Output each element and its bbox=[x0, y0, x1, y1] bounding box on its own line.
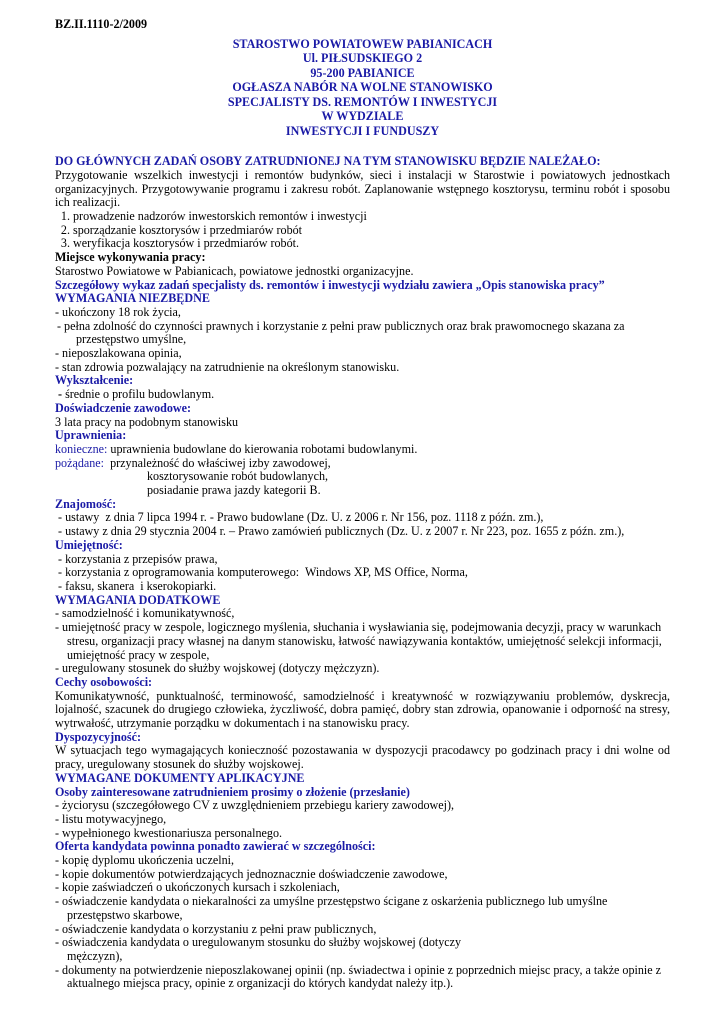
document-page bbox=[55, 18, 670, 991]
education-label: Wykształcenie: bbox=[55, 373, 134, 388]
personality-label: Cechy osobowości: bbox=[55, 674, 153, 689]
workplace-label: Miejsce wykonywania pracy: bbox=[55, 250, 206, 265]
desired-label: pożądane: bbox=[55, 455, 111, 470]
list-item: - oświadczenie kandydata o niekaralności za umyślne przestępstwo ścigane z oskarżenia publicznego lub umyślne przestępstwo skarbowe, bbox=[55, 894, 608, 922]
list-item: - nieposzlakowana opinia, bbox=[55, 346, 182, 361]
education-value: średnie o profilu budowlanym. bbox=[65, 387, 215, 402]
workplace-text: Starostwo Powiatowe w Pabianicach, powiatowe jednostki organizacyjne. bbox=[55, 263, 414, 278]
list-item: - dokumenty na potwierdzenie nieposzlakowanej opinii (np. świadectwa i opinie z poprzednich miejsc pracy, a także opinie z aktualnego miejsca pracy, opinie z organizacji do których kandydat należy itp.). bbox=[55, 962, 662, 991]
list-item: - umiejętność pracy w zespole, logicznego myślenia, słuchania i wysławiania się, podejmowania decyzji, pracy w warunkach stresu, organizacji pracy własnej na danym stanowisku, łatwość nawiązywania kontaktów, umiejętność selekcji informacji, umiejętność pracy w zespole, bbox=[55, 620, 662, 662]
required-label: konieczne: bbox=[55, 441, 111, 456]
header-line: Ul. PIŁSUDSKIEGO 2 bbox=[302, 51, 423, 66]
header-line: SPECJALISTY DS. REMONTÓW I INWESTYCJI bbox=[227, 94, 498, 109]
list-item: - oświadczenie kandydata o korzystaniu z pełni praw publicznych, bbox=[55, 921, 377, 936]
required-value: uprawnienia budowlane do kierowania robotami budowlanymi. bbox=[110, 441, 418, 456]
education-text bbox=[55, 388, 670, 402]
duties-intro: Przygotowanie wszelkich inwestycji i remontów budynków, sieci i instalacji w Starostwie i powiatowych jednostkach organizacyjnych. Przygotowywanie programu i zakresu robót. Zaplanowanie wstępnego kosztorysu, terminu robót i sposobu ich realizacji. bbox=[55, 167, 670, 210]
list-item: - ukończony 18 rok życia, bbox=[55, 304, 181, 319]
list-item: - samodzielność i komunikatywność, bbox=[55, 606, 235, 621]
header-line: STAROSTWO POWIATOWEW PABIANICACH bbox=[232, 36, 493, 51]
dash: - bbox=[55, 387, 66, 402]
additional-requirements-heading: WYMAGANIA DODATKOWE bbox=[55, 592, 221, 607]
list-item: - korzystania z przepisów prawa, bbox=[55, 551, 218, 566]
availability-text: W sytuacjach tego wymagających konieczność pozostawania w dyspozycji pracodawcy po godzinach pracy i dni wolne od pracy, uregulowany stosunek do służby wojskowej. bbox=[55, 743, 670, 772]
list-item: - kopię dyplomu ukończenia uczelni, bbox=[55, 853, 234, 868]
list-item: - faksu, skanera i kserokopiarki. bbox=[55, 579, 217, 593]
permissions-required bbox=[55, 443, 670, 457]
reference-number: BZ.II.1110-2/2009 bbox=[55, 17, 148, 31]
list-item: 3. weryfikacja kosztorysów i przedmiarów robót. bbox=[73, 237, 670, 251]
office-header bbox=[55, 37, 670, 139]
skills-label: Umiejętność: bbox=[55, 537, 123, 552]
desired-value: kosztorysowanie robót budowlanych, bbox=[147, 469, 329, 484]
main-duties-heading: DO GŁÓWNYCH ZADAŃ OSOBY ZATRUDNIONEJ NA TYM STANOWISKU BĘDZIE NALEŻAŁO: bbox=[55, 154, 601, 169]
list-item: - wypełnionego kwestionariusza personalnego. bbox=[55, 825, 283, 840]
list-item: - stan zdrowia pozwalający na zatrudnienie na określonym stanowisku. bbox=[55, 359, 400, 374]
list-item: - kopie zaświadczeń o ukończonych kursach i szkoleniach, bbox=[55, 880, 340, 895]
list-item: 2. sporządzanie kosztorysów i przedmiarów robót bbox=[73, 224, 670, 238]
header-line: INWESTYCJI I FUNDUSZY bbox=[285, 123, 440, 138]
availability-label: Dyspozycyjność: bbox=[55, 729, 141, 744]
desired-value: przynależność do właściwej izby zawodowej, bbox=[110, 455, 331, 470]
header-line: W WYDZIALE bbox=[321, 109, 404, 124]
header-line: 95-200 PABIANICE bbox=[310, 65, 415, 80]
header-line: OGŁASZA NABÓR NA WOLNE STANOWISKO bbox=[232, 80, 493, 95]
knowledge-label: Znajomość: bbox=[55, 496, 117, 511]
list-item: - ustawy z dnia 7 lipca 1994 r. - Prawo budowlane (Dz. U. z 2006 r. Nr 156, poz. 1118 z późn. zm.), bbox=[55, 510, 544, 525]
list-item: 1. prowadzenie nadzorów inwestorskich remontów i inwestycji bbox=[73, 210, 670, 224]
personality-text: Komunikatywność, punktualność, terminowość, samodzielność i kreatywność w rozwiązywaniu problemów, dyskrecja, lojalność, szacunek do drugiego człowieka, życzliwość, dobra pamięć, dobry stan zdrowia, opanowanie i odporność na stresy, wytrwałość, utrzymanie porządku w dokumentach i na stanowisku pracy. bbox=[55, 688, 670, 731]
job-description-note: Szczegółowy wykaz zadań specjalisty ds. remontów i inwestycji wydziału zawiera „Opis stanowiska pracy” bbox=[55, 277, 605, 292]
experience-label: Doświadczenie zawodowe: bbox=[55, 400, 192, 415]
list-item: - kopie dokumentów potwierdzających jednoznacznie doświadczenie zawodowe, bbox=[55, 866, 448, 881]
permissions-label: Uprawnienia: bbox=[55, 428, 127, 443]
permissions-desired bbox=[55, 457, 670, 471]
list-item: - listu motywacyjnego, bbox=[55, 811, 167, 826]
list-item: - życiorysu (szczegółowego CV z uwzględnieniem przebiegu kariery zawodowej), bbox=[55, 798, 455, 813]
offer-heading: Oferta kandydata powinna ponadto zawierać w szczególności: bbox=[55, 839, 376, 854]
requirements-heading: WYMAGANIA NIEZBĘDNE bbox=[55, 291, 210, 306]
experience-text: 3 lata pracy na podobnym stanowisku bbox=[55, 414, 239, 429]
list-item: - pełna zdolność do czynności prawnych i korzystanie z pełni praw publicznych oraz brak prawomocnego skazana za przestępstwo umyślne, bbox=[57, 318, 625, 347]
list-item: - ustawy z dnia 29 stycznia 2004 r. – Prawo zamówień publicznych (Dz. U. z 2007 r. Nr 223, poz. 1655 z późn. zm.), bbox=[55, 524, 625, 539]
list-item: - korzystania z oprogramowania komputerowego: Windows XP, MS Office, Norma, bbox=[55, 565, 468, 580]
list-item: - uregulowany stosunek do służby wojskowej (dotyczy mężczyzn). bbox=[55, 661, 380, 676]
documents-subheading: Osoby zainteresowane zatrudnieniem prosimy o złożenie (przesłanie) bbox=[55, 784, 410, 799]
tasks-list bbox=[55, 210, 670, 251]
desired-value: posiadanie prawa jazdy kategorii B. bbox=[147, 483, 321, 498]
documents-heading: WYMAGANE DOKUMENTY APLIKACYJNE bbox=[55, 770, 305, 785]
list-item: - oświadczenia kandydata o uregulowanym stosunku do służby wojskowej (dotyczy mężczyzn), bbox=[55, 935, 462, 963]
